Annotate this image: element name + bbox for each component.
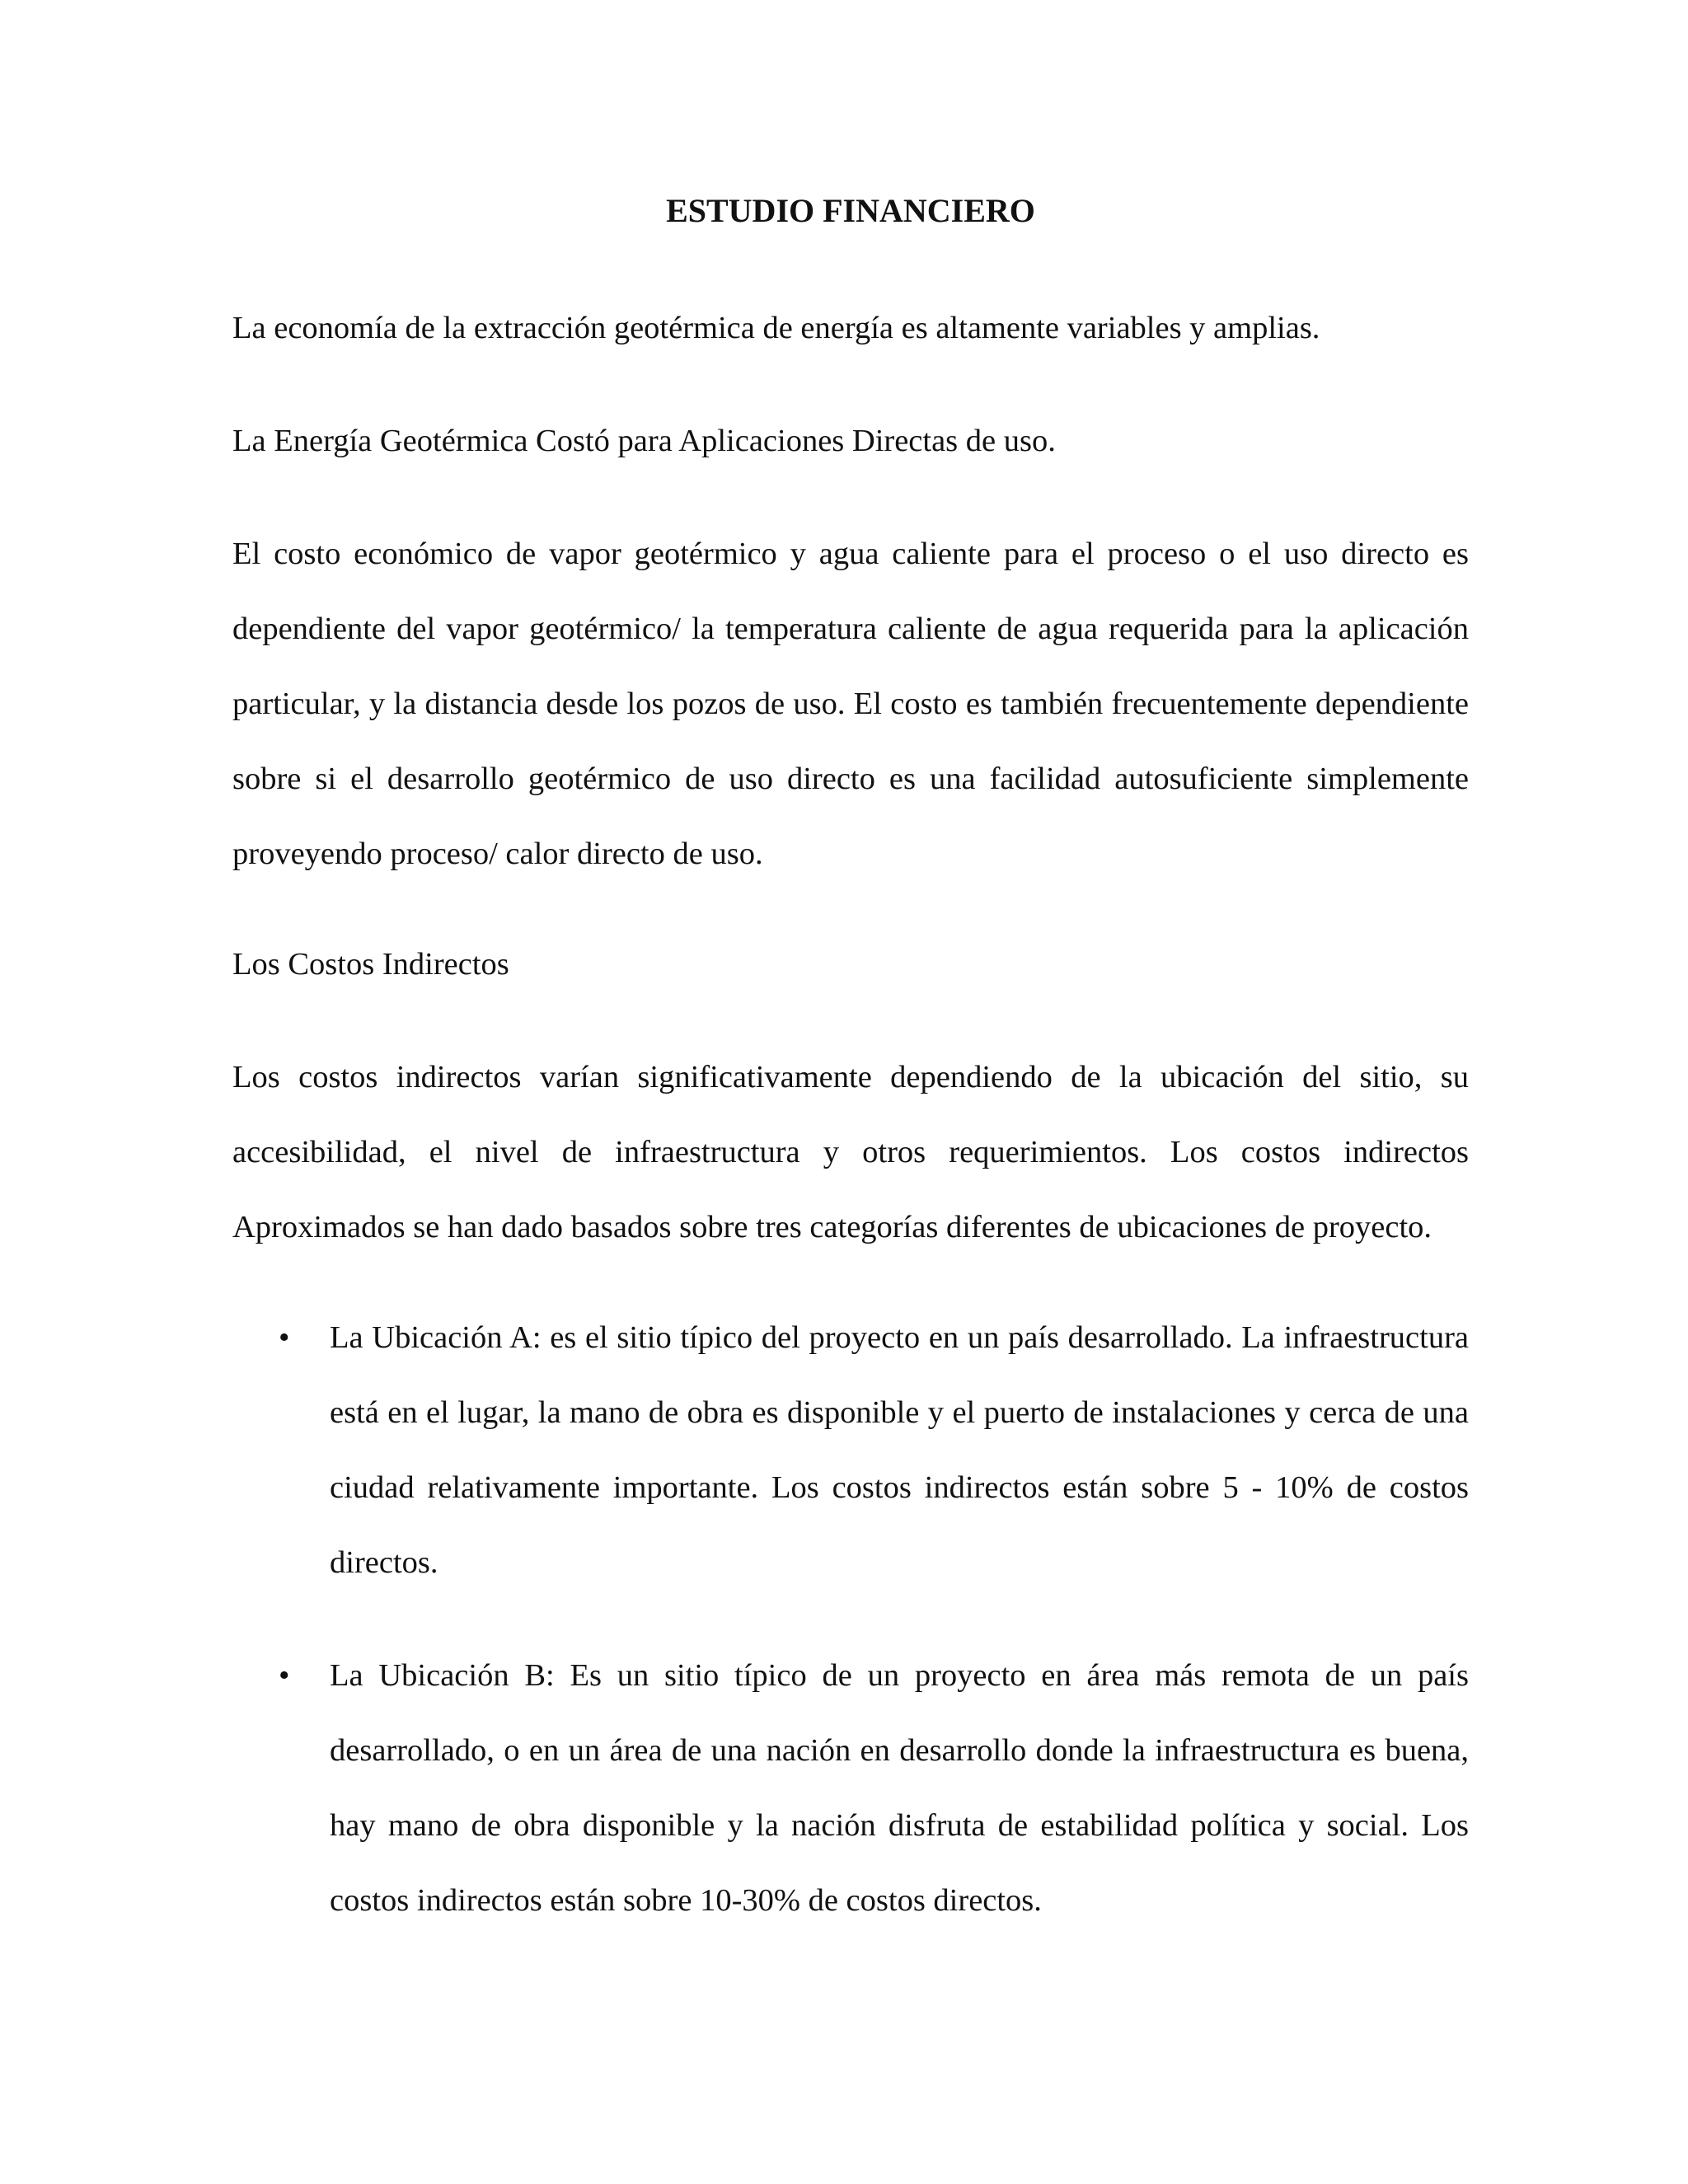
document-title: ESTUDIO FINANCIERO <box>666 192 1035 229</box>
bullet-marker: • <box>279 1320 290 1355</box>
subheading-paragraph: La Energía Geotérmica Costó para Aplicaciones Directas de uso. <box>232 424 1056 458</box>
bullet-text: La Ubicación A: es el sitio típico del proyecto en un país desarrollado. La infraestructura está en el lugar, la mano de obra es disponible y el puerto de instalaciones y cerca de una ciudad relativamente importante. Los costos indirectos están sobre 5 - 10% de costos directos. <box>330 1320 1469 1580</box>
bullet-text: La Ubicación B: Es un sitio típico de un proyecto en área más remota de un país desarrollado, o en un área de una nación en desarrollo donde la infraestructura es buena, hay mano de obra disponible y la nación disfruta de estabilidad política y social. Los costos indirectos están sobre 10-30% de costos directos. <box>330 1658 1469 1918</box>
indirect-costs-paragraph: Los costos indirectos varían significativamente dependiendo de la ubicación del sitio, su accesibilidad, el nivel de infraestructura y otros requerimientos. Los costos indirectos Aproximados se han dado basados sobre tres categorías diferentes de ubicaciones de proyecto. <box>232 1060 1469 1244</box>
section-heading: Los Costos Indirectos <box>232 947 509 982</box>
bullet-marker: • <box>279 1658 290 1693</box>
cost-paragraph: El costo económico de vapor geotérmico y agua caliente para el proceso o el uso directo es dependiente del vapor geotérmico/ la temperatura caliente de agua requerida para la aplicación particular, y la distancia desde los pozos de uso. El costo es también frecuentemente dependiente sobre si el desarrollo geotérmico de uso directo es una facilidad autosuficiente simplemente proveyendo proceso/ calor directo de uso. <box>232 537 1469 871</box>
intro-paragraph: La economía de la extracción geotérmica de energía es altamente variables y amplias. <box>232 311 1320 345</box>
